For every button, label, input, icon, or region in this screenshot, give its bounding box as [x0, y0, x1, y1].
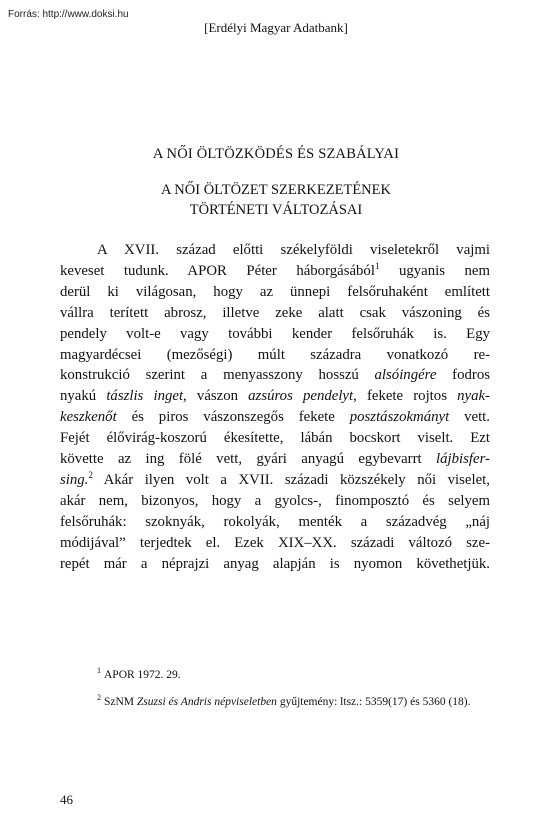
text-run: Akár ilyen volt a XVII. századi közszékely női viselet, — [92, 471, 490, 488]
italic-term: alsóingére — [374, 367, 437, 384]
italic-term: posztászokmányt — [349, 409, 450, 426]
page-number: 46 — [60, 792, 73, 807]
source-label: Forrás: http://www.doksi.hu — [8, 9, 129, 20]
text-line: Fejét élővirág-koszorú ékesítette, lábán bocskort viselt. Ezt — [60, 430, 490, 447]
text-run: konstrukció szerint a menyasszony hosszú — [60, 367, 375, 384]
page-header: [Erdélyi Magyar Adatbank] — [204, 20, 348, 35]
text-line — [60, 449, 490, 470]
footnote-ref-1: 1 — [374, 260, 380, 271]
chapter-title: A NŐI ÖLTÖZKÖDÉS ÉS SZABÁLYAI — [152, 146, 400, 162]
text-run: fekete rojtos — [356, 388, 458, 405]
text-line: repét már a néprajzi anyag alapján is nyomon követhetjük. — [60, 555, 490, 572]
footnote-text: SzNM — [104, 696, 137, 708]
text-line: magyardécsei (mezőségi) múlt századra vonatkozó re- — [60, 346, 490, 363]
text-line: felsőruhák: szoknyák, rokolyák, menték a századvég „náj — [60, 513, 490, 530]
footnote-text: APOR 1972. 29. — [104, 669, 181, 681]
italic-term: lájbisfer- — [436, 451, 490, 468]
text-line — [60, 407, 490, 428]
text-line: vállra terített abrosz, illetve zeke alatt csak vászoning és — [60, 304, 490, 321]
text-run: ugyanis nem — [379, 262, 491, 279]
footnote-number: 2 — [97, 693, 101, 703]
footnote-text: gyűjtemény: ltsz.: 5359(17) és 5360 (18). — [276, 696, 471, 708]
italic-term: sing. — [60, 471, 89, 488]
footnote-number: 1 — [97, 666, 101, 676]
text-run: vett. — [449, 409, 490, 426]
italic-term: tászlis inget, — [106, 388, 187, 405]
italic-term: nyak- — [457, 388, 490, 405]
text-line: derül ki világosan, hogy az ünnepi felsőruhaként említett — [60, 283, 490, 300]
text-run: fodros — [436, 367, 490, 384]
italic-term: keszkenőt — [60, 409, 117, 426]
section-title-line-2: TÖRTÉNETI VÁLTOZÁSAI — [189, 202, 363, 218]
footnote-ref-2: 2 — [88, 470, 93, 481]
text-line — [60, 470, 490, 491]
text-run: vászon — [186, 388, 249, 405]
text-line: akár nem, bizonyos, hogy a gyolcs-, finomposztó és selyem — [60, 492, 490, 509]
text-run: A XVII. század előtti székelyföldi viseletekről vajmi — [97, 242, 490, 258]
footnotes — [60, 665, 490, 719]
section-title-line-1: A NŐI ÖLTÖZET SZERKEZETÉNEK — [161, 182, 391, 198]
footnote-2 — [60, 692, 490, 712]
text-line — [60, 240, 490, 261]
body-paragraph — [60, 240, 490, 575]
text-line — [60, 261, 490, 282]
text-line: pendely volt-e vagy további kender felsőruhák is. Egy — [60, 325, 490, 342]
text-run: nyakú — [60, 388, 107, 405]
text-line: módijával” terjedtek el. Ezek XIX–XX. századi változó sze- — [60, 534, 490, 551]
text-run: követte az ing fölé vett, gyári anyagú egybevarrt — [60, 451, 437, 468]
text-line — [60, 365, 490, 386]
footnote-1 — [60, 665, 490, 685]
text-run: és piros vászonszegős fekete — [116, 409, 350, 426]
text-line — [60, 386, 490, 407]
section-title — [0, 180, 552, 220]
footnote-italic-title: Zsuzsi és Andris népviseletben — [136, 696, 277, 708]
text-run: keveset tudunk. APOR Péter háborgásából — [60, 262, 375, 279]
italic-term: azsúros pendelyt, — [248, 388, 357, 405]
